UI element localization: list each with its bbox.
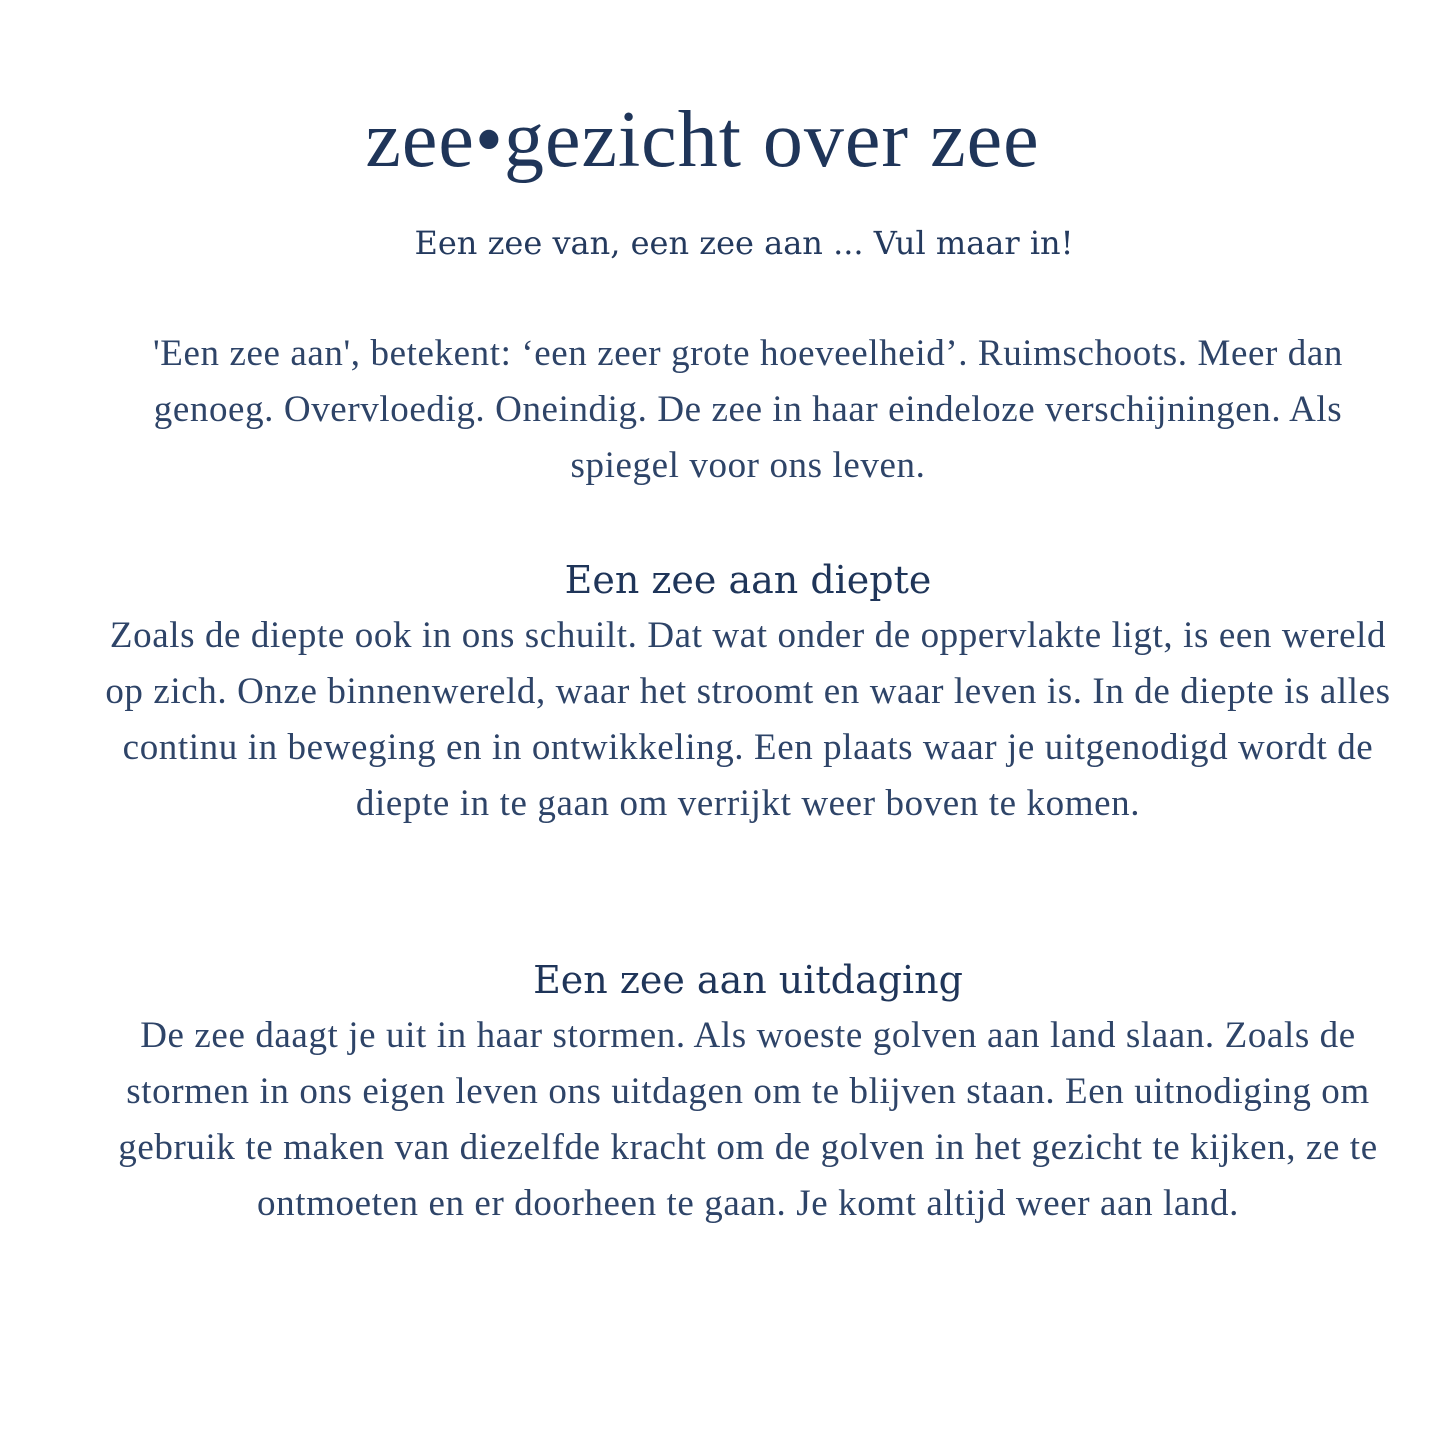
section-diepte: [100, 552, 1396, 832]
section-heading: Een zee aan uitdaging: [533, 958, 963, 1002]
section-uitdaging: [100, 952, 1396, 1232]
intro-text: 'Een zee aan', betekent: ‘een zeer grote hoeveelheid’. Ruimschoots. Meer dan genoeg. Overvloedig. Oneindig. De zee in haar eindeloze verschijningen. Als spiegel voor ons leven.: [153, 333, 1343, 486]
subtitle: Een zee van, een zee aan ... Vul maar in!: [414, 224, 1074, 262]
section-text: De zee daagt je uit in haar stormen. Als woeste golven aan land slaan. Zoals de stormen in ons eigen leven ons uitdagen om te blijven staan. Een uitnodiging om gebruik te maken van diezelfde kracht om de golven in het gezicht te kijken, ze te ontmoeten en er doorheen te gaan. Je komt altijd weer aan land.: [118, 1015, 1378, 1224]
page-title: zee•gezicht over zee: [365, 96, 1040, 184]
intro-section: [100, 326, 1396, 494]
section-heading: Een zee aan diepte: [564, 558, 932, 602]
section-text: Zoals de diepte ook in ons schuilt. Dat wat onder de oppervlakte ligt, is een wereld op zich. Onze binnenwereld, waar het stroomt en waar leven is. In de diepte is alles continu in beweging en in ontwikkeling. Een plaats waar je uitgenodigd wordt de diepte in te gaan om verrijkt weer boven te komen.: [105, 615, 1391, 824]
